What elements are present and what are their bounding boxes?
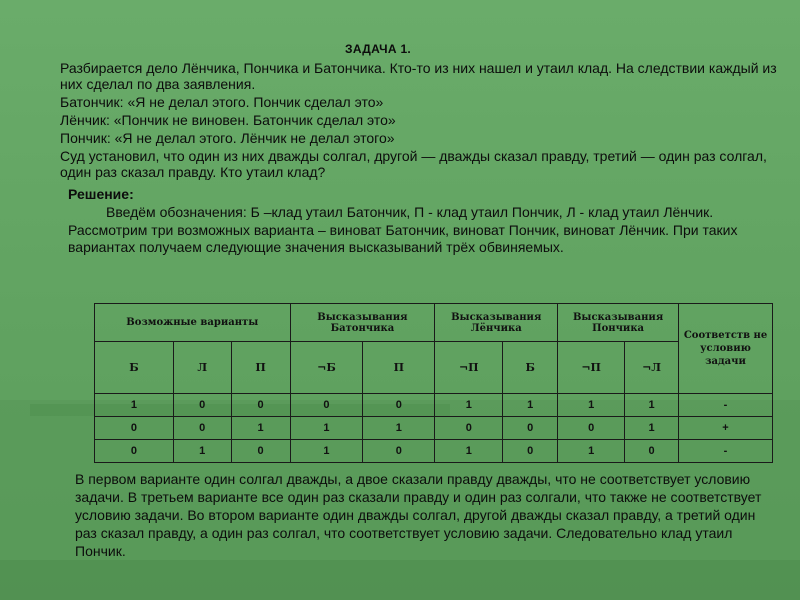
header-baton: Высказывания Батончика <box>290 304 435 342</box>
table-row <box>95 440 773 463</box>
table-row <box>95 394 773 417</box>
table-cell: 1 <box>503 394 558 417</box>
header-lenchik: Высказывания Лёнчика <box>435 304 558 342</box>
task-title: ЗАДАЧА 1. <box>345 42 412 56</box>
table-cell: + <box>679 417 773 440</box>
subheader-cell: Б <box>503 342 558 394</box>
table-cell: 0 <box>363 394 435 417</box>
table-cell: - <box>679 394 773 417</box>
subheader-cell: П <box>363 342 435 394</box>
header-condition: Соответств не условию задачи <box>679 304 773 394</box>
subheader-cell: Л <box>173 342 231 394</box>
table-cell: 0 <box>503 417 558 440</box>
subheader-cell: ¬П <box>558 342 625 394</box>
statement-paragraph: Разбирается дело Лёнчика, Пончика и Батончика. Кто-то из них нашел и утаил клад. На следствии каждый из них сделал по два заявления. <box>60 60 777 92</box>
header-variants: Возможные варианты <box>95 304 291 342</box>
table-cell: 1 <box>363 417 435 440</box>
truth-table <box>94 303 773 463</box>
table-cell: 1 <box>558 440 625 463</box>
conclusion-text: В первом варианте один солгал дважды, а двое сказали правду дважды, что не соответствует условию задачи. В третьем варианте все один раз сказали правду и один раз солгали, что также не соответствует условию задачи. Во втором варианте один дважды солгал, другой дважды сказал правду, а третий один раз сказал правду, а один раз солгал, что соответствует условию задачи. Следовательно клад утаил Пончик. <box>75 471 762 559</box>
subheader-cell: ¬Л <box>625 342 679 394</box>
table-cell: 0 <box>290 394 363 417</box>
statement-ponchik: Пончик: «Я не делал этого. Лёнчик не делал этого» <box>60 130 395 146</box>
statement-question: Суд установил, что один из них дважды солгал, другой — дважды сказал правду, третий — один раз солгал, один раз сказал правду. Кто утаил клад? <box>60 148 767 180</box>
table-cell: 0 <box>173 394 231 417</box>
table-cell: 0 <box>435 417 503 440</box>
table-cell: 1 <box>435 440 503 463</box>
table-cell: 1 <box>625 417 679 440</box>
statement-baton: Батончик: «Я не делал этого. Пончик сделал это» <box>60 94 384 110</box>
table-cell: 0 <box>95 417 174 440</box>
table-cell: 1 <box>95 394 174 417</box>
table-cell: 1 <box>173 440 231 463</box>
task-statement <box>60 60 780 180</box>
subheader-cell: Б <box>95 342 174 394</box>
table-subheader-row <box>95 342 773 394</box>
table-cell: 0 <box>625 440 679 463</box>
table-cell: 0 <box>95 440 174 463</box>
table-cell: 1 <box>231 417 290 440</box>
table-cell: 1 <box>625 394 679 417</box>
table-cell: 1 <box>558 394 625 417</box>
table-cell: 0 <box>363 440 435 463</box>
table-cell: 0 <box>503 440 558 463</box>
table-cell: 0 <box>231 394 290 417</box>
subheader-cell: ¬П <box>435 342 503 394</box>
subheader-cell: П <box>231 342 290 394</box>
table-cell: - <box>679 440 773 463</box>
solution-text: Введём обозначения: Б –клад утаил Батончик, П - клад утаил Пончик, Л - клад утаил Лёнчик. Рассмотрим три возможных варианта – виноват Батончик, виноват Пончик, виноват Лёнчик. При таких вариантах получаем следующие значения высказываний трёх обвиняемых. <box>68 204 738 255</box>
table-cell: 0 <box>173 417 231 440</box>
background-footer-band <box>0 560 800 600</box>
solution-heading: Решение: <box>68 186 134 202</box>
table-cell: 1 <box>290 440 363 463</box>
table-row <box>95 417 773 440</box>
table-cell: 0 <box>558 417 625 440</box>
table-cell: 1 <box>435 394 503 417</box>
table-cell: 1 <box>290 417 363 440</box>
subheader-cell: ¬Б <box>290 342 363 394</box>
header-ponchik: Высказывания Пончика <box>558 304 679 342</box>
statement-lenchik: Лёнчик: «Пончик не виновен. Батончик сделал это» <box>60 112 396 128</box>
table-header-row <box>95 304 773 342</box>
table-cell: 0 <box>231 440 290 463</box>
